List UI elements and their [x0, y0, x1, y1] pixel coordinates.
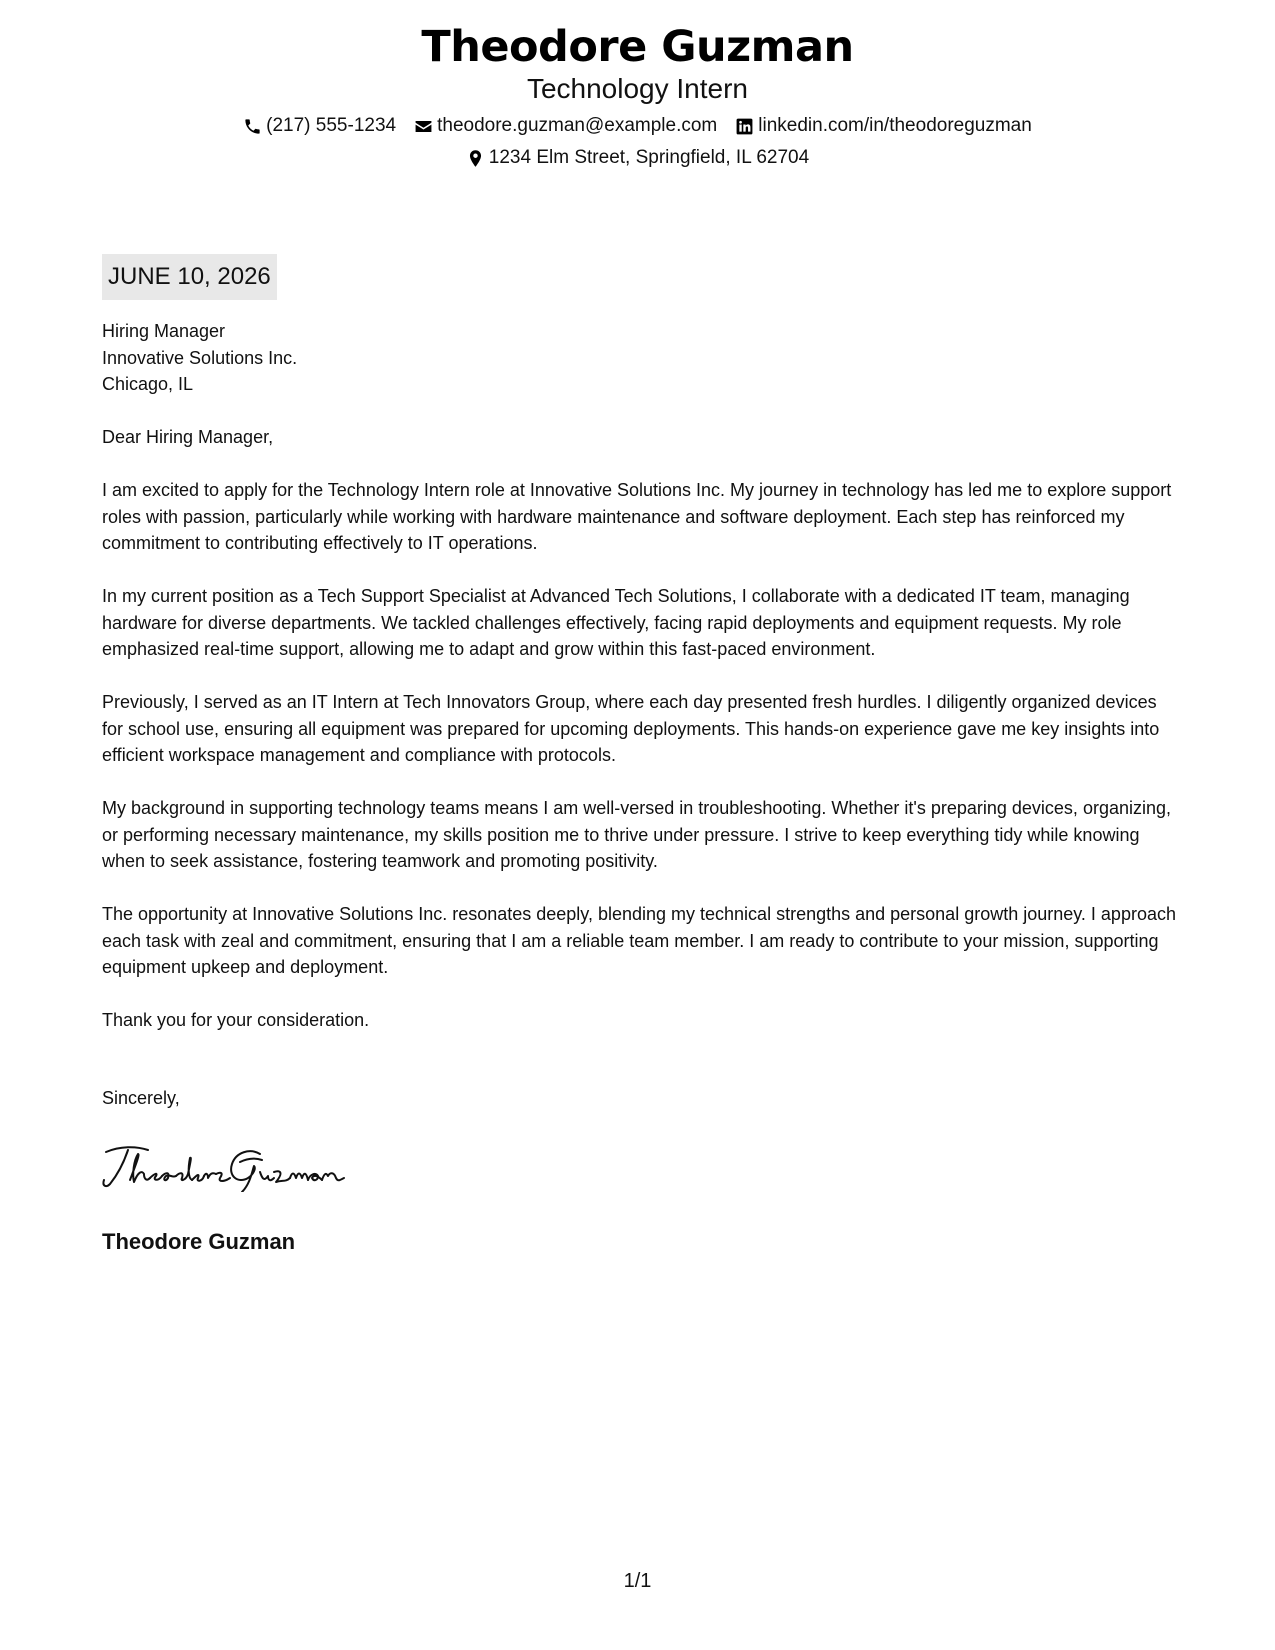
applicant-name: Theodore Guzman — [421, 22, 854, 72]
contact-row-secondary — [0, 146, 1275, 170]
recipient-block — [102, 318, 1182, 398]
handwritten-signature — [100, 1140, 370, 1192]
signer-name: Theodore Guzman — [102, 1229, 296, 1254]
page-number: 1/1 — [623, 1570, 652, 1592]
email-text: theodore.guzman@example.com — [437, 115, 718, 136]
address-text: 1234 Elm Street, Springfield, IL 62704 — [488, 147, 810, 168]
linkedin-text: linkedin.com/in/theodoreguzman — [758, 115, 1032, 136]
recipient-line: Chicago, IL — [102, 374, 194, 394]
linkedin-icon — [735, 117, 754, 136]
body-paragraph: My background in supporting technology teams means I am well-versed in troubleshooting. Whether it's preparing devices, organizing, or performing necessary maintenance, my skills position me to thrive under pressure. I strive to keep everything tidy while knowing when to seek assistance, fostering teamwork and promoting positivity. — [102, 798, 1171, 871]
envelope-icon — [414, 117, 433, 136]
closing-text: Sincerely, — [102, 1088, 180, 1108]
phone-icon — [243, 117, 262, 136]
letter-body — [102, 318, 1182, 1060]
recipient-line: Hiring Manager — [102, 321, 226, 341]
recipient-line: Innovative Solutions Inc. — [102, 347, 298, 368]
body-paragraph: The opportunity at Innovative Solutions Inc. resonates deeply, blending my technical strengths and personal growth journey. I approach each task with zeal and commitment, ensuring that I am a reliable team member. I am ready to contribute to your mission, supporting equipment upkeep and deployment. — [102, 904, 1176, 977]
contact-linkedin — [735, 114, 1032, 138]
phone-text: (217) 555-1234 — [266, 115, 397, 136]
contact-address — [466, 146, 809, 170]
salutation: Dear Hiring Manager, — [102, 427, 274, 447]
contact-phone — [243, 114, 396, 138]
body-paragraph: In my current position as a Tech Support Specialist at Advanced Tech Solutions, I collaborate with a dedicated IT team, managing hardware for diverse departments. We tackled challenges effectively, facing rapid deployments and equipment requests. My role emphasized real-time support, allowing me to adapt and grow within this fast-paced environment. — [102, 586, 1130, 659]
applicant-title: Technology Intern — [526, 73, 749, 104]
contact-email — [414, 114, 717, 138]
body-paragraph: I am excited to apply for the Technology Intern role at Innovative Solutions Inc. My journey in technology has led me to explore support roles with passion, particularly while working with hardware maintenance and software deployment. Each step has reinforced my commitment to contributing effectively to IT operations. — [102, 480, 1172, 553]
body-paragraph: Thank you for your consideration. — [102, 1010, 370, 1030]
map-marker-icon — [466, 149, 485, 168]
contact-row-primary — [0, 114, 1275, 138]
letter-header — [0, 20, 1275, 170]
letter-date: JUNE 10, 2026 — [102, 254, 277, 300]
body-paragraph: Previously, I served as an IT Intern at Tech Innovators Group, where each day presented fresh hurdles. I diligently organized devices for school use, ensuring all equipment was prepared for upcoming deployments. This hands-on experience gave me key insights into efficient workspace management and compliance with protocols. — [102, 692, 1160, 765]
